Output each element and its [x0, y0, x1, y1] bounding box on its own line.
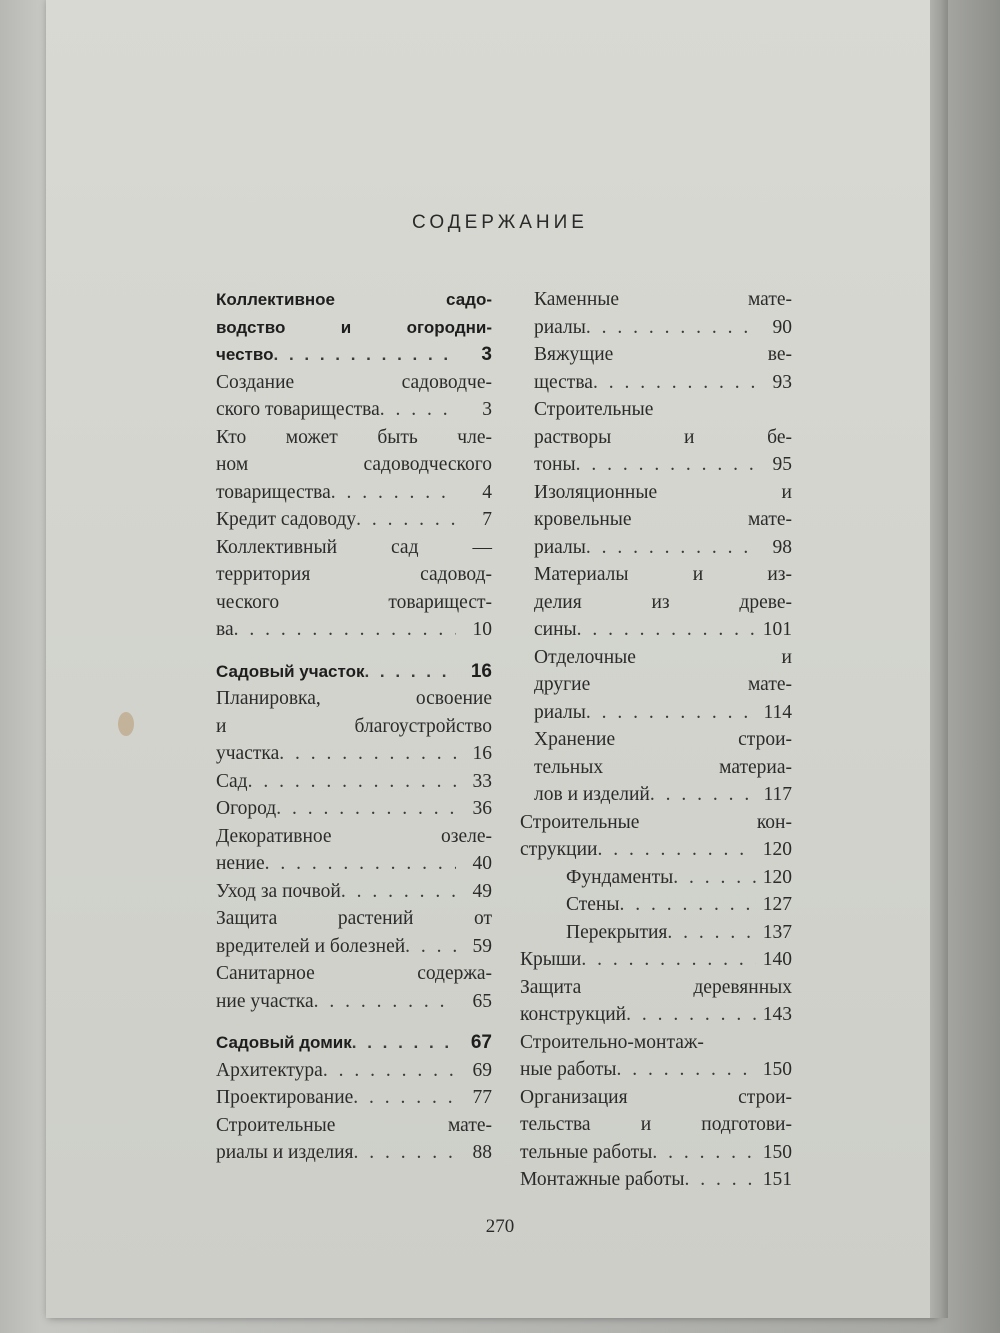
- toc-page-number: 69: [472, 1059, 492, 1081]
- dot-leader: [352, 1029, 456, 1057]
- dot-leader: [380, 396, 456, 424]
- dot-leader: [341, 878, 456, 906]
- toc-page-number: 16: [472, 743, 492, 764]
- toc-entry: [520, 1166, 792, 1194]
- toc-page-number: 65: [472, 990, 492, 1012]
- toc-entry-title: риалы: [534, 316, 586, 338]
- toc-entry: [216, 823, 492, 878]
- paper-stain: [118, 712, 134, 736]
- toc-line: [520, 644, 792, 672]
- toc-entry-title: территория садовод-: [216, 564, 492, 585]
- toc-page-number: 137: [762, 921, 792, 943]
- dot-leader: [586, 314, 756, 342]
- toc-line: [216, 823, 492, 851]
- toc-page-number: 151: [762, 1169, 792, 1190]
- toc-entry-title: Строительные: [534, 399, 654, 420]
- dot-leader: [276, 795, 456, 823]
- dot-leader: [354, 1139, 456, 1167]
- toc-line: [216, 658, 492, 686]
- toc-line: [520, 396, 792, 424]
- toc-line: [216, 424, 492, 452]
- toc-line: [520, 589, 792, 617]
- toc-line: [520, 1001, 792, 1029]
- toc-line: [216, 960, 492, 988]
- toc-page-number: 120: [762, 866, 792, 888]
- toc-line: [216, 988, 492, 1016]
- toc-line: [216, 933, 492, 961]
- toc-entry-title: тельства и подготови-: [520, 1114, 792, 1135]
- dot-leader: [279, 740, 456, 768]
- toc-line: [520, 809, 792, 837]
- dot-leader: [364, 658, 456, 686]
- toc-line: [520, 781, 792, 809]
- dot-leader: [314, 988, 456, 1016]
- dot-leader: [234, 616, 456, 644]
- toc-line: [520, 1166, 792, 1194]
- toc-page-number: 98: [772, 536, 792, 558]
- toc-entry-title: Коллективное садо-: [216, 290, 492, 309]
- toc-line: [520, 864, 792, 892]
- toc-entry-title: Стены: [566, 894, 620, 915]
- dot-leader: [650, 781, 756, 809]
- toc-entry-title: риалы и изделия: [216, 1142, 354, 1163]
- toc-page-number: 33: [472, 770, 492, 792]
- toc-entry-title: Защита деревянных: [520, 976, 792, 998]
- toc-line: [520, 286, 792, 314]
- toc-entry-title: щества: [534, 371, 593, 393]
- toc-entry-title: нение: [216, 853, 265, 874]
- toc-line: [216, 1139, 492, 1167]
- toc-line: [216, 589, 492, 617]
- toc-line: [216, 1112, 492, 1140]
- dot-leader: [626, 1001, 756, 1029]
- toc-line: [216, 685, 492, 713]
- toc-line: [520, 314, 792, 342]
- toc-line: [520, 671, 792, 699]
- toc-entry-title: риалы: [534, 701, 586, 723]
- toc-left-column: [216, 286, 492, 1167]
- toc-page-number: 93: [772, 371, 792, 393]
- toc-page-number: 117: [763, 784, 792, 805]
- toc-entry-title: ва: [216, 619, 234, 640]
- toc-line: [520, 699, 792, 727]
- toc-line: [216, 396, 492, 424]
- toc-entry: [520, 946, 792, 974]
- toc-entry-title: Вяжущие ве-: [534, 344, 792, 365]
- toc-line: [216, 713, 492, 741]
- toc-page-number: 143: [762, 1004, 792, 1025]
- toc-entry: [216, 685, 492, 768]
- toc-entry-title: другие мате-: [534, 674, 792, 695]
- toc-line: [520, 1139, 792, 1167]
- toc-page-number: 127: [762, 894, 792, 915]
- toc-page-number: 95: [772, 454, 792, 475]
- toc-entry: [520, 1084, 792, 1167]
- dot-leader: [619, 891, 756, 919]
- toc-entry-title: ние участка: [216, 990, 314, 1012]
- toc-page-number: 7: [482, 509, 492, 530]
- toc-page-number: 10: [472, 619, 492, 640]
- toc-entry-title: струкции: [520, 839, 598, 860]
- toc-entry-title: Уход за почвой: [216, 880, 341, 902]
- toc-entry-title: лов и изделий: [534, 784, 650, 805]
- toc-page-number: 67: [470, 1032, 492, 1053]
- toc-line: [216, 878, 492, 906]
- toc-entry-title: Садовый участок: [216, 661, 365, 681]
- toc-entry-title: Санитарное содержа-: [216, 963, 492, 984]
- toc-line: [520, 946, 792, 974]
- toc-entry-title: Кредит садоводу: [216, 509, 357, 530]
- toc-entry: [216, 1112, 492, 1167]
- toc-line: [520, 424, 792, 452]
- toc-page-number: 140: [762, 949, 792, 970]
- toc-entry-title: и благоустройство: [216, 715, 492, 737]
- toc-line: [520, 891, 792, 919]
- toc-entry: [216, 534, 492, 644]
- toc-line: [520, 1056, 792, 1084]
- toc-entry-title: ном садоводческого: [216, 454, 492, 475]
- toc-line: [520, 919, 792, 947]
- toc-entry-title: Фундаменты: [566, 866, 674, 888]
- toc-entry-title: Каменные мате-: [534, 289, 792, 310]
- toc-line: [216, 369, 492, 397]
- dot-leader: [652, 1139, 756, 1167]
- toc-entry: [216, 768, 492, 796]
- toc-entry-title: чество: [216, 345, 274, 364]
- toc-entry-title: Защита растений от: [216, 908, 492, 929]
- toc-line: [520, 451, 792, 479]
- toc-page-number: 3: [482, 399, 492, 420]
- toc-entry-title: Декоративное озеле-: [216, 825, 492, 847]
- toc-entry-title: Строительно-монтаж-: [520, 1031, 704, 1053]
- toc-entry-title: товарищества: [216, 481, 331, 503]
- dot-leader: [593, 369, 756, 397]
- toc-entry-title: ные работы: [520, 1059, 617, 1080]
- toc-line: [520, 1111, 792, 1139]
- toc-page-number: 88: [472, 1142, 492, 1163]
- toc-line: [216, 479, 492, 507]
- toc-page-number: 36: [472, 798, 492, 819]
- toc-line: [216, 286, 492, 314]
- dot-leader: [597, 836, 756, 864]
- dot-leader: [323, 1057, 456, 1085]
- toc-page-number: 150: [762, 1141, 792, 1163]
- toc-line: [216, 616, 492, 644]
- toc-page-number: 120: [762, 839, 792, 860]
- toc-line: [216, 740, 492, 768]
- toc-entry-title: участка: [216, 743, 280, 764]
- dot-leader: [581, 946, 756, 974]
- toc-entry: [216, 1084, 492, 1112]
- toc-entry-title: Создание садоводче-: [216, 371, 492, 393]
- dot-leader: [617, 1056, 756, 1084]
- toc-line: [520, 1084, 792, 1112]
- toc-entry: [216, 795, 492, 823]
- toc-right-column: [520, 286, 792, 1194]
- toc-entry-title: растворы и бе-: [534, 426, 792, 448]
- toc-page-number: 40: [472, 853, 492, 874]
- toc-entry-title: Монтажные работы: [520, 1169, 685, 1190]
- dot-leader: [577, 616, 756, 644]
- toc-line: [216, 1029, 492, 1057]
- toc-entry-title: кровельные мате-: [534, 509, 792, 530]
- toc-entry-title: Сад: [216, 770, 248, 792]
- toc-entry-title: водство и огородни-: [216, 317, 492, 337]
- toc-entry-title: ческого товарищест-: [216, 591, 492, 613]
- toc-entry-title: Огород: [216, 798, 277, 819]
- toc-entry: [520, 891, 792, 919]
- toc-entry-title: Проектирование: [216, 1087, 354, 1108]
- toc-line: [520, 1029, 792, 1057]
- toc-entry-title: Архитектура: [216, 1059, 323, 1081]
- toc-section: [216, 1029, 492, 1057]
- toc-page-number: 90: [772, 316, 792, 338]
- toc-entry-title: вредителей и болезней: [216, 935, 406, 957]
- toc-page-number: 150: [762, 1059, 792, 1080]
- dot-leader: [356, 506, 456, 534]
- toc-line: [520, 479, 792, 507]
- toc-page-number: 101: [762, 619, 792, 640]
- toc-entry-title: ского товарищества: [216, 399, 380, 420]
- toc-entry-title: тельные работы: [520, 1141, 653, 1163]
- dot-leader: [331, 479, 456, 507]
- toc-entry: [520, 809, 792, 864]
- section-gap: [216, 1015, 492, 1029]
- dot-leader: [405, 933, 456, 961]
- toc-line: [216, 1084, 492, 1112]
- page-edge: [930, 0, 948, 1318]
- toc-page-number: 59: [472, 935, 492, 957]
- dot-leader: [265, 850, 456, 878]
- toc-entry: [216, 506, 492, 534]
- toc-entry: [520, 479, 792, 562]
- toc-entry: [520, 864, 792, 892]
- toc-entry: [520, 396, 792, 479]
- toc-line: [216, 850, 492, 878]
- toc-entry: [216, 369, 492, 424]
- toc-line: [216, 561, 492, 589]
- toc-entry-title: Коллективный сад —: [216, 536, 492, 558]
- section-gap: [216, 644, 492, 658]
- toc-page-number: 3: [481, 344, 492, 365]
- toc-section: [216, 286, 492, 369]
- toc-line: [520, 726, 792, 754]
- dot-leader: [586, 699, 756, 727]
- toc-line: [216, 905, 492, 933]
- toc-line: [216, 795, 492, 823]
- toc-entry-title: Перекрытия: [566, 921, 668, 943]
- page-title: СОДЕРЖАНИЕ: [412, 212, 588, 233]
- toc-line: [520, 754, 792, 782]
- dot-leader: [353, 1084, 456, 1112]
- toc-entry-title: конструкций: [520, 1004, 627, 1025]
- toc-entry: [520, 561, 792, 644]
- toc-entry: [520, 726, 792, 809]
- toc-line: [520, 534, 792, 562]
- toc-entry-title: Строительные мате-: [216, 1114, 492, 1136]
- toc-entry-title: Кто может быть чле-: [216, 426, 492, 448]
- toc-entry-title: делия из древе-: [534, 591, 792, 613]
- toc-entry: [216, 960, 492, 1015]
- toc-entry-title: Планировка, освоение: [216, 688, 492, 709]
- toc-line: [520, 369, 792, 397]
- toc-line: [520, 561, 792, 589]
- dot-leader: [673, 864, 756, 892]
- toc-entry-title: Хранение строи-: [534, 729, 792, 750]
- toc-line: [216, 451, 492, 479]
- toc-line: [216, 1057, 492, 1085]
- toc-entry: [216, 905, 492, 960]
- dot-leader: [667, 919, 756, 947]
- toc-line: [216, 341, 492, 369]
- toc-entry: [520, 974, 792, 1029]
- dot-leader: [248, 768, 456, 796]
- toc-entry-title: Садовый домик: [216, 1033, 352, 1052]
- toc-entry: [520, 919, 792, 947]
- toc-entry: [520, 644, 792, 727]
- toc-entry-title: Организация строи-: [520, 1086, 792, 1108]
- toc-line: [216, 534, 492, 562]
- toc-entry: [520, 1029, 792, 1084]
- toc-entry-title: Изоляционные и: [534, 481, 792, 503]
- toc-line: [520, 836, 792, 864]
- dot-leader: [684, 1166, 756, 1194]
- toc-page-number: 114: [763, 701, 792, 723]
- toc-line: [520, 616, 792, 644]
- toc-page-number: 4: [482, 481, 492, 503]
- page-number: 270: [485, 1216, 515, 1237]
- toc-entry: [520, 286, 792, 341]
- toc-page-number: 77: [472, 1087, 492, 1108]
- dot-leader: [576, 451, 756, 479]
- toc-entry-title: Крыши: [520, 949, 582, 970]
- toc-line: [520, 506, 792, 534]
- toc-page-number: 49: [472, 880, 492, 902]
- toc-line: [520, 974, 792, 1002]
- toc-entry-title: Строительные кон-: [520, 811, 792, 833]
- toc-entry: [216, 1057, 492, 1085]
- toc-entry: [216, 878, 492, 906]
- dot-leader: [274, 341, 457, 369]
- toc-line: [216, 768, 492, 796]
- toc-entry: [216, 424, 492, 507]
- toc-line: [216, 314, 492, 342]
- toc-entry-title: Материалы и из-: [534, 564, 792, 585]
- toc-entry-title: Отделочные и: [534, 646, 792, 668]
- toc-line: [520, 341, 792, 369]
- dot-leader: [586, 534, 756, 562]
- toc-line: [216, 506, 492, 534]
- toc-page-number: 16: [470, 660, 492, 682]
- toc-entry-title: сины: [534, 619, 577, 640]
- toc-entry-title: риалы: [534, 536, 586, 558]
- toc-entry-title: тельных материа-: [534, 756, 792, 778]
- toc-entry: [520, 341, 792, 396]
- toc-entry-title: тоны: [534, 454, 576, 475]
- toc-section: [216, 658, 492, 686]
